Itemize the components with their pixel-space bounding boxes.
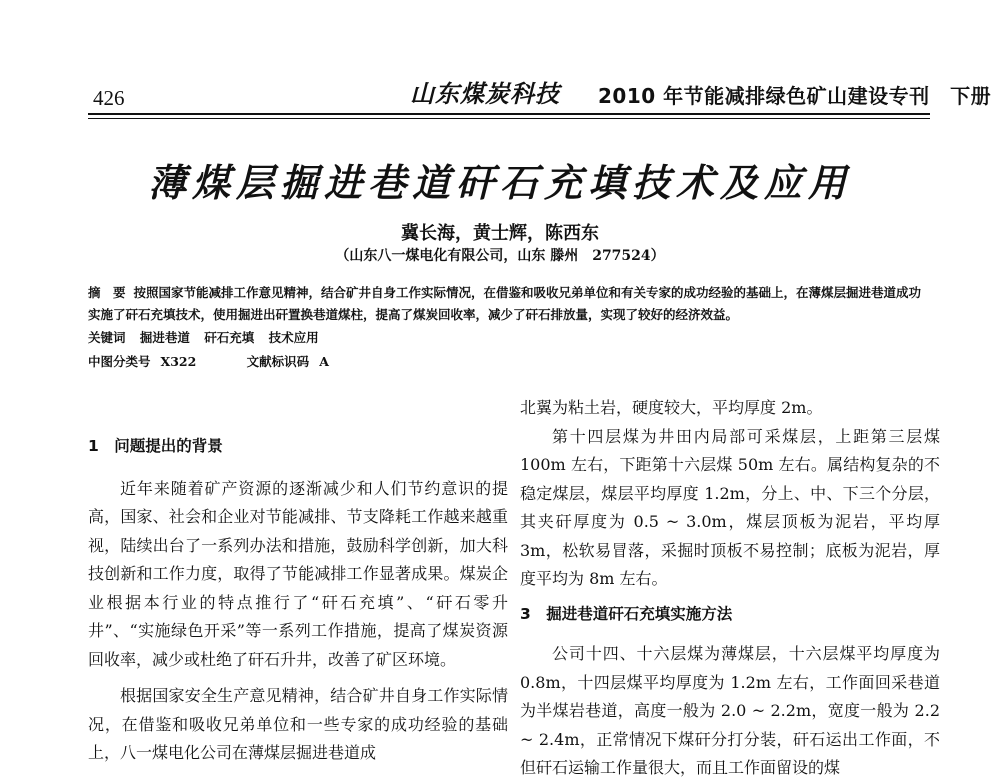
header-rule [88, 113, 930, 115]
journal-name-logo: 山东煤炭科技 [410, 79, 560, 108]
article-affiliation: （山东八一煤电化有限公司，山东 滕州 277524） [335, 248, 665, 264]
abstract-text: 按照国家节能减排工作意见精神，结合矿井自身工作实际情况，在借鉴和吸收兄弟单位和有关专家的成功经验的基础上，在薄煤层掘进巷道成功实施了矸石充填技术，使用掘进出矸置换巷道煤柱，提高了煤炭回收率，减少了矸石排放量，实现了较好的经济效益。 [88, 285, 922, 322]
left-column [88, 432, 508, 768]
keyword-item: 矸石充填 [204, 330, 255, 345]
issue-info: 2010 年节能减排绿色矿山建设专刊 下册 [598, 84, 992, 108]
page-number: 426 [93, 86, 125, 110]
body-line: 北翼为粘土岩，硬度较大，平均厚度 2m。 [520, 398, 823, 417]
body-paragraph: 第十四层煤为井田内局部可采煤层，上距第三层煤 100m 左右，下距第十六层煤 50m 左右。属结构复杂的不稳定煤层，煤层平均厚度 1.2m，分上、中、下三个分层，其夹矸厚度为 0.5 ~ 3.0m，煤层顶板为泥岩，平均厚 3m，松软易冒落，采掘时顶板不易控制；底板为泥岩，厚度平均为 8m 左右。 [520, 426, 940, 588]
doc-code-value: A [319, 354, 329, 369]
doc-code-label: 文献标识码 [246, 354, 310, 369]
right-column [520, 394, 940, 783]
article-authors: 冀长海，黄士辉，陈西东 [401, 223, 599, 244]
keyword-item: 技术应用 [268, 330, 319, 345]
body-paragraph: 根据国家安全生产意见精神，结合矿井自身工作实际情况，在借鉴和吸收兄弟单位和一些专家的成功经验的基础上，八一煤电化公司在薄煤层掘进巷道成 [88, 686, 508, 762]
abstract-label: 摘 要 [88, 285, 126, 300]
body-paragraph: 公司十四、十六层煤为薄煤层，十六层煤平均厚度为 0.8m，十四层煤平均厚度为 1.2m 左右，工作面回采巷道为半煤岩巷道，高度一般为 2.0 ~ 2.2m，宽度一般为 2.2 ~ 2.4m，正常情况下煤矸分打分装，矸石运出工作面，不但矸石运输工作量很大，而且工作面留设的煤 [520, 644, 940, 777]
body-paragraph: 近年来随着矿产资源的逐渐减少和人们节约意识的提高，国家、社会和企业对节能减排、节支降耗工作越来越重视，陆续出台了一系列办法和措施，鼓励科学创新，加大科技创新和工作力度，取得了节能减排工作显著成果。煤炭企业根据本行业的特点推行了“矸石充填”、“矸石零升井”、“实施绿色开采”等一系列工作措施，提高了煤炭资源回收率，减少或杜绝了矸石升井，改善了矿区环境。 [88, 478, 508, 669]
article-title: 薄煤层掘进巷道矸石充填技术及应用 [147, 160, 852, 205]
keywords [88, 328, 329, 346]
section-1-heading: 1 问题提出的背景 [88, 437, 223, 455]
section-3-heading: 3 掘进巷道矸石充填实施方法 [520, 604, 733, 623]
page-header [0, 0, 1000, 120]
classification-line [88, 352, 339, 370]
abstract [88, 282, 930, 326]
header-rule-thin [88, 118, 930, 119]
clc-label: 中图分类号 [88, 354, 151, 369]
keyword-item: 掘进巷道 [139, 330, 190, 345]
clc-value: X322 [160, 354, 197, 369]
keywords-label: 关键词 [88, 330, 126, 345]
